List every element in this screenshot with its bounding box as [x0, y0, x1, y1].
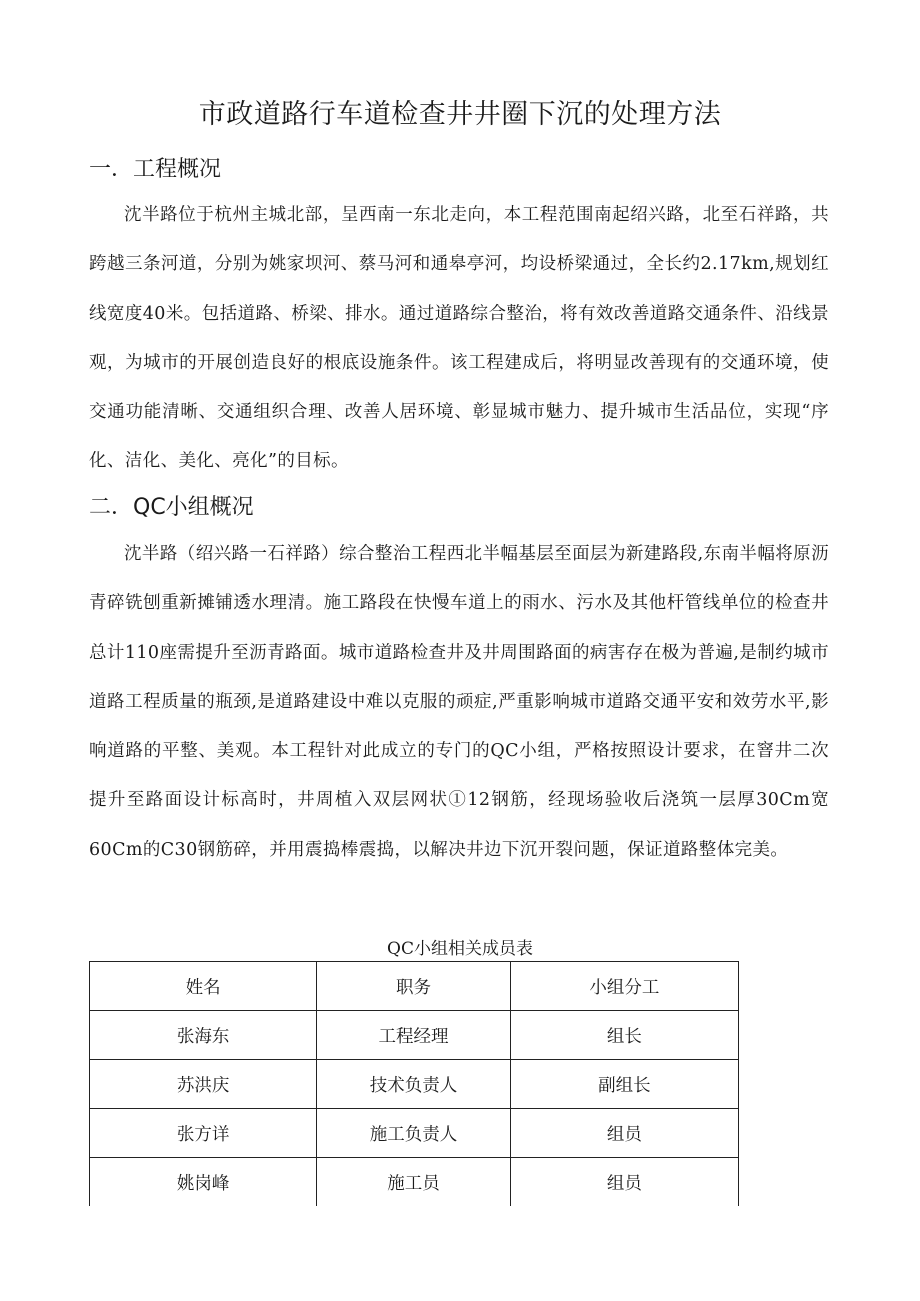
cell-name: 苏洪庆 — [90, 1060, 317, 1109]
cell-position: 技术负责人 — [317, 1060, 510, 1109]
cell-name: 张方详 — [90, 1109, 317, 1158]
members-table — [89, 961, 739, 1206]
paragraph-qc-group: 沈半路（绍兴路一石祥路）综合整治工程西北半幅基层至面层为新建路段,东南半幅将原沥青碎铣刨重新摊铺透水理清。施工路段在快慢车道上的雨水、污水及其他杆管线单位的检查井总计110座需提升至沥青路面。城市道路检查井及井周围路面的病害存在极为普遍,是制约城市道路工程质量的瓶颈,是道路建设中难以克服的顽症,严重影响城市道路交通平安和效劳水平,影响道路的平整、美观。本工程针对此成立的专门的QC小组，严格按照设计要求，在窨井二次提升至路面设计标高时，井周植入双层网状①12钢筋，经现场验收后浇筑一层厚30Cm宽60Cm的C30钢筋碎，并用震捣棒震捣，以解决井边下沉开裂问题，保证道路整体完美。 — [89, 544, 829, 860]
cell-name: 姚岗峰 — [90, 1158, 317, 1207]
column-header-position: 职务 — [317, 962, 510, 1011]
section-heading-overview: 一．工程概况 — [89, 157, 222, 182]
cell-role: 组员 — [510, 1158, 738, 1207]
table-row — [90, 1158, 739, 1207]
paragraph-project-overview: 沈半路位于杭州主城北部，呈西南一东北走向，本工程范围南起绍兴路，北至石祥路，共跨越三条河道，分别为姚家坝河、蔡马河和通皋亭河，均设桥梁通过，全长约2.17km,规划红线宽度40米。包括道路、桥梁、排水。通过道路综合整治，将有效改善道路交通条件、沿线景观，为城市的开展创造良好的根底设施条件。该工程建成后，将明显改善现有的交通环境，使交通功能清晰、交通组织合理、改善人居环境、彰显城市魅力、提升城市生活品位，实现“序化、洁化、美化、亮化”的目标。 — [89, 205, 829, 472]
cell-role: 副组长 — [510, 1060, 738, 1109]
cell-position: 施工负责人 — [317, 1109, 510, 1158]
section-heading-qc-group: 二．QC小组概况 — [89, 495, 254, 520]
cell-role: 组员 — [510, 1109, 738, 1158]
column-header-role: 小组分工 — [510, 962, 738, 1011]
cell-position: 施工员 — [317, 1158, 510, 1207]
table-header-row — [90, 962, 739, 1011]
cell-name: 张海东 — [90, 1011, 317, 1060]
table-caption: QC小组相关成员表 — [387, 939, 533, 959]
table-row — [90, 1011, 739, 1060]
table-row — [90, 1060, 739, 1109]
table-row — [90, 1109, 739, 1158]
cell-position: 工程经理 — [317, 1011, 510, 1060]
column-header-name: 姓名 — [90, 962, 317, 1011]
cell-role: 组长 — [510, 1011, 738, 1060]
document-title: 市政道路行车道检查井井圈下沉的处理方法 — [198, 99, 722, 130]
